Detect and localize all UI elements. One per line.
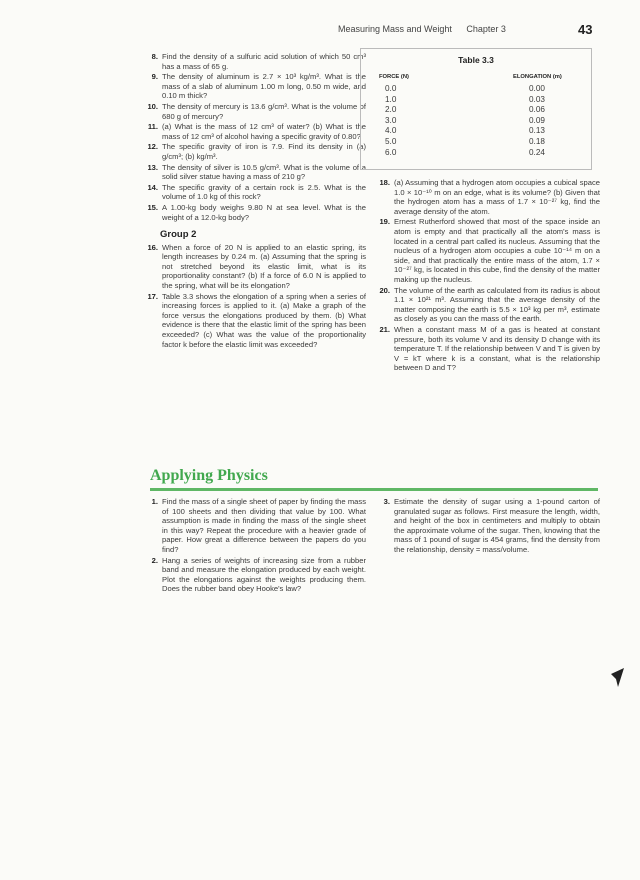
activity-text: Find the mass of a single sheet of paper by finding the mass of 100 sheets and then dividing that value by 100. What assumption is made in finding the mass of the single sheet in this way? Repeat the procedure with a heavier grade of paper. How great a difference between the papers do you find? <box>162 497 366 554</box>
activity-item <box>140 497 366 555</box>
force-cell: 6.0 <box>385 147 397 157</box>
elongation-cell: 0.18 <box>529 136 545 146</box>
problem-number: 13. <box>147 162 158 172</box>
problem-number: 16. <box>147 242 158 252</box>
problem-item <box>372 286 600 324</box>
problem-item <box>372 325 600 373</box>
activity-list <box>140 497 366 594</box>
problem-number: 9. <box>151 72 158 82</box>
problem-list <box>140 52 366 222</box>
problem-item <box>140 292 366 350</box>
running-header <box>338 24 506 34</box>
problem-item <box>140 52 366 71</box>
problem-text: The specific gravity of a certain rock is 2.5. What is the volume of 1.0 kg of this rock? <box>162 182 366 202</box>
force-cell: 3.0 <box>385 115 397 125</box>
problem-number: 8. <box>151 52 158 61</box>
problem-number: 15. <box>147 202 158 212</box>
problem-number: 18. <box>379 178 390 187</box>
group-2-heading: Group 2 <box>160 229 197 241</box>
force-cell: 0.0 <box>385 84 397 93</box>
problem-text: The density of silver is 10.5 g/cm³. What is the volume of a solid silver statue having a mass of 210 g? <box>162 162 366 182</box>
problem-number: 12. <box>147 142 158 152</box>
section-rule <box>150 488 598 491</box>
problem-text: A 1.00-kg body weighs 9.80 N at sea level. What is the weight of a 12.0-kg body? <box>162 202 366 222</box>
problem-number: 20. <box>379 285 390 295</box>
force-cell: 2.0 <box>385 105 397 115</box>
elongation-cell: 0.13 <box>529 126 545 136</box>
problem-item <box>140 203 366 222</box>
applying-physics-heading: Applying Physics <box>150 467 268 484</box>
problem-number: 11. <box>147 122 158 132</box>
problem-item <box>372 178 600 216</box>
applying-right-column <box>372 497 600 556</box>
running-title: Measuring Mass and Weight <box>338 24 452 34</box>
activity-number: 3. <box>383 497 390 506</box>
problem-text: Table 3.3 shows the elongation of a spring when a series of increasing forces is applied to it. (a) Make a graph of the force versus the elongations produced by them. (b) What evidence is there that the elastic limit of the spring has been exceeded? (c) What was the value of the proportionality factor k before the elastic limit was exceeded? <box>162 291 366 349</box>
left-column <box>140 52 366 350</box>
problem-text: The density of aluminum is 2.7 × 10³ kg/m³. What is the mass of a slab of aluminum 1.00 m long, 0.50 m wide, and 0.10 m thick? <box>162 72 366 101</box>
problem-text: When a constant mass M of a gas is heated at constant pressure, both its volume V and its density D change with its temperature T. If the relationship between V and T is given by V = kT where k is a constant, what is the relationship between D and T? <box>394 324 600 373</box>
activity-list <box>372 497 600 555</box>
force-cell: 1.0 <box>385 94 397 104</box>
elongation-cell: 0.06 <box>529 105 545 115</box>
group-2-problem-list <box>140 243 366 350</box>
elongation-column-header: ELONGATION (m) <box>513 74 562 80</box>
table-title: Table 3.3 <box>458 55 494 65</box>
problem-text: The specific gravity of iron is 7.9. Find its density in (a) g/cm³; (b) kg/m³. <box>162 142 366 161</box>
problem-text: When a force of 20 N is applied to an elastic spring, its length increases by 0.24 m. (a) Assuming that the spring is not stretched beyond its elastic limit, what is its proportionality constant? (b) If a force of 6.0 N is applied to the spring, what will be its elongation? <box>162 242 366 291</box>
problem-item <box>372 217 600 284</box>
problem-number: 21. <box>379 324 390 334</box>
activity-item <box>372 497 600 555</box>
elongation-cell: 0.24 <box>529 147 545 157</box>
problem-list <box>372 178 600 373</box>
activity-text: Hang a series of weights of increasing size from a rubber band and measure the elongation produced by each weight. Plot the elongations against the weights producing them. Does the rubber band obey Hooke's law? <box>162 555 366 594</box>
problem-item <box>140 163 366 182</box>
problem-text: The volume of the earth as calculated from its radius is about 1.1 × 10²¹ m³. Assuming that the average density of the matter composing the earth is 5.5 × 10³ kg per m³, estimate as closely as you can the mass of the earth. <box>394 285 600 324</box>
problem-number: 17. <box>147 291 158 301</box>
problem-number: 10. <box>147 101 158 111</box>
elongation-cell: 0.09 <box>529 115 545 125</box>
problem-item <box>140 72 366 101</box>
force-cell: 4.0 <box>385 126 397 136</box>
force-column-header: FORCE (N) <box>379 74 409 80</box>
problem-item <box>140 183 366 202</box>
problem-number: 19. <box>379 217 390 227</box>
problem-item <box>140 102 366 121</box>
problem-text: Ernest Rutherford showed that most of the space inside an atom is empty and that practically all the atom's mass is located in a central part called its nucleus. Assuming that the nucleus of a hydrogen atom occupies a cube 10⁻¹⁴ m on a side, and that practically the entire mass of the atom, 1.7 × 10⁻²⁷ kg, is located in this cube, find the density of the matter making up the nucleus. <box>394 217 600 284</box>
problem-item <box>140 142 366 161</box>
elongation-column <box>529 84 545 158</box>
problem-text: (a) Assuming that a hydrogen atom occupies a cubical space 1.0 × 10⁻¹⁰ m on an edge, what is its volume? (b) Given that the hydrogen atom has a mass of 1.7 × 10⁻²⁷ kg, find the average density of the atom. <box>394 178 600 216</box>
force-column <box>385 84 396 158</box>
elongation-cell: 0.03 <box>529 94 545 104</box>
problem-text: (a) What is the mass of 12 cm³ of water? (b) What is the mass of 12 cm³ of alcohol having a specific gravity of 0.80? <box>162 122 366 141</box>
chapter-label: Chapter 3 <box>466 24 506 34</box>
arrow-pointer-icon <box>611 668 625 688</box>
activity-number: 1. <box>151 497 158 506</box>
problem-number: 14. <box>147 182 158 192</box>
activity-item <box>140 556 366 594</box>
right-column <box>372 178 600 374</box>
elongation-cell: 0.00 <box>529 84 545 93</box>
table-3-3 <box>360 48 592 170</box>
problem-text: The density of mercury is 13.6 g/cm³. What is the volume of 680 g of mercury? <box>162 101 366 121</box>
force-cell: 5.0 <box>385 136 397 146</box>
problem-text: Find the density of a sulfuric acid solution of which 50 cm³ has a mass of 65 g. <box>162 52 366 71</box>
applying-left-column <box>140 497 366 595</box>
activity-text: Estimate the density of sugar using a 1-pound carton of granulated sugar as follows. First measure the length, width, and height of the box in centimeters and multiply to obtain the approximate volume of the sugar. Then, knowing that the mass of 1 pound of sugar is 454 grams, find the density from the relationship, density = mass/volume. <box>394 497 600 554</box>
problem-item <box>140 243 366 291</box>
activity-number: 2. <box>151 555 158 565</box>
problem-item <box>140 122 366 141</box>
page-number: 43 <box>578 22 593 37</box>
